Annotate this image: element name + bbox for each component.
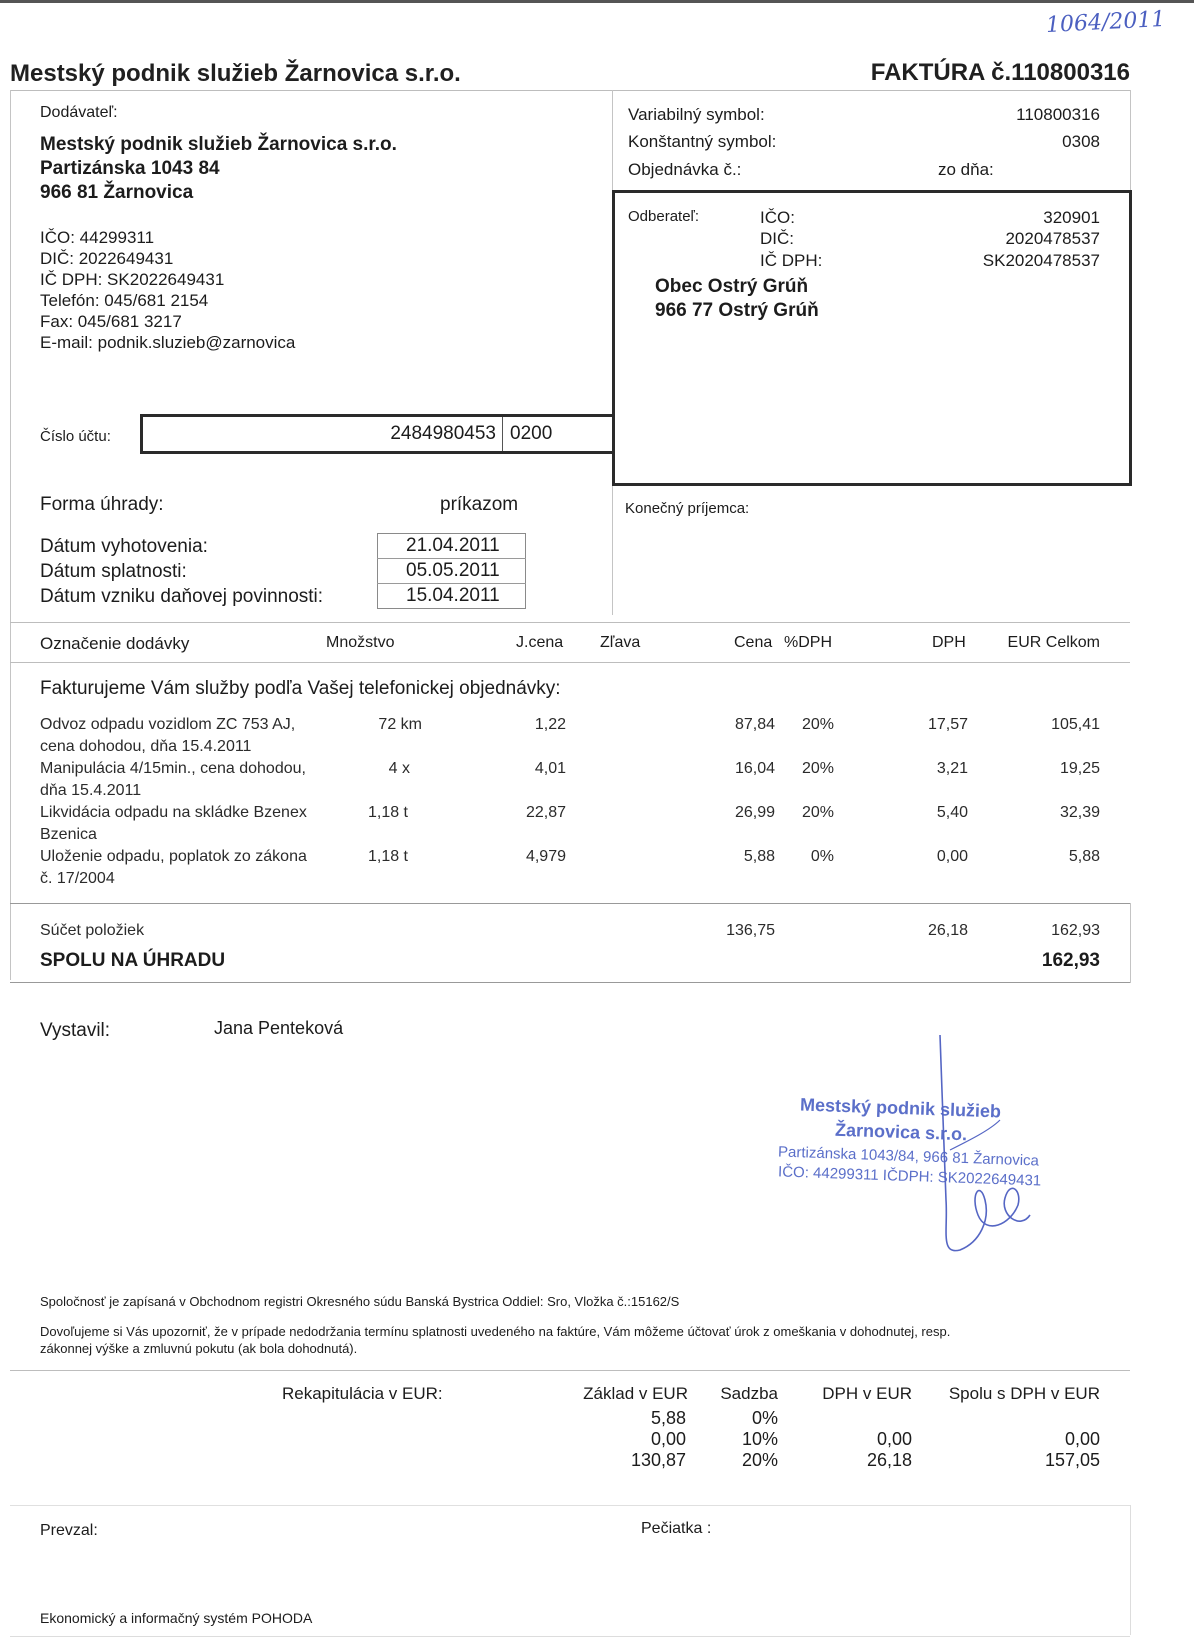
final-recipient-label: Konečný príjemca: (625, 500, 750, 517)
recap-vat: 0,00 (876, 1429, 912, 1449)
row-desc-line2: Bzenica (40, 826, 97, 843)
sum-right-line (1130, 903, 1131, 983)
payment-form-value: príkazom (440, 494, 519, 515)
row-desc-line1: Likvidácia odpadu na skládke Bzenex (40, 804, 307, 821)
variable-symbol-value: 110800316 (1016, 105, 1100, 124)
issue-date-label: Dátum vyhotovenia: (40, 536, 208, 557)
sum-price: 136,75 (726, 922, 775, 939)
stamp-line-3: Partizánska 1043/84, 966 81 Žarnovica (777, 1143, 1040, 1170)
row-vat: 5,40 (936, 804, 968, 821)
sum-label: Súčet položiek (40, 922, 145, 939)
customer-city: 966 77 Ostrý Grúň (655, 300, 819, 321)
row-price: 16,04 (734, 760, 775, 777)
col-header-unit: J.cena (516, 634, 564, 651)
row-desc-line2: č. 17/2004 (40, 870, 115, 887)
due-date-value: 05.05.2011 (406, 560, 500, 581)
invoice-title: FAKTÚRA č.110800316 (870, 59, 1130, 86)
received-label: Prevzal: (40, 1522, 98, 1539)
signature-icon (930, 1030, 1050, 1260)
footer-top-line (10, 1505, 1130, 1506)
recap-header-vat: DPH v EUR (822, 1384, 912, 1403)
recap-top-line (10, 1370, 1130, 1371)
customer-ico-label: IČO: (760, 208, 795, 227)
issued-by-name: Jana Penteková (214, 1018, 344, 1038)
col-header-qty: Množstvo (326, 634, 395, 651)
row-price: 26,99 (734, 804, 775, 821)
row-total: 105,41 (1051, 716, 1100, 733)
top-border (0, 0, 1194, 3)
recap-rate: 20% (741, 1450, 778, 1470)
tax-date-value: 15.04.2011 (406, 585, 500, 606)
supplier-fax: Fax: 045/681 3217 (40, 312, 182, 331)
row-desc-line1: Manipulácia 4/15min., cena dohodou, (40, 760, 306, 777)
recap-rate: 0% (751, 1408, 778, 1428)
supplier-name: Mestský podnik služieb Žarnovica s.r.o. (40, 134, 397, 155)
row-unit-price: 1,22 (534, 716, 566, 733)
supplier-icdph: IČ DPH: SK2022649431 (40, 270, 225, 289)
sum-vat: 26,18 (927, 922, 968, 939)
row-total: 19,25 (1059, 760, 1100, 777)
supplier-email: E-mail: podnik.sluzieb@zarnovica (40, 333, 296, 352)
row-qty: 4 x (388, 760, 410, 777)
row-desc-line2: dňa 15.4.2011 (40, 782, 142, 799)
table-top-line (10, 622, 1130, 623)
handwritten-reference: 1064/2011 (1045, 6, 1166, 39)
row-vat-percent: 0% (810, 848, 834, 865)
supplier-label: Dodávateľ: (40, 104, 118, 121)
row-unit-price: 22,87 (525, 804, 566, 821)
row-total: 32,39 (1059, 804, 1100, 821)
account-divider (502, 417, 503, 451)
supplier-city: 966 81 Žarnovica (40, 182, 194, 203)
customer-label: Odberateľ: (628, 208, 700, 225)
table-intro: Fakturujeme Vám služby podľa Vašej telefonickej objednávky: (40, 678, 561, 699)
recap-total: 0,00 (1064, 1429, 1100, 1449)
constant-symbol-label: Konštantný symbol: (628, 132, 777, 151)
pay-total-value: 162,93 (1041, 950, 1100, 971)
customer-icdph-value: SK2020478537 (982, 251, 1100, 270)
registry-note: Spoločnosť je zapísaná v Obchodnom registri Okresného súdu Banská Bystrica Oddiel: Sro, Vložka č.:15162/S (40, 1294, 680, 1309)
warning-note-line2: zákonnej výške a zmluvnú pokutu (ak bola dohodnutá). (40, 1341, 358, 1356)
frame-left (10, 90, 11, 980)
payment-form-label: Forma úhrady: (40, 494, 164, 515)
row-qty: 1,18 t (367, 804, 408, 821)
dates-box-divider-2 (377, 583, 526, 584)
row-price: 5,88 (743, 848, 775, 865)
row-unit-price: 4,979 (525, 848, 566, 865)
customer-dic-label: DIČ: (760, 229, 794, 248)
col-header-price: Cena (734, 634, 773, 651)
stamp-line-2: Žarnovica s.r.o. (834, 1119, 968, 1145)
col-header-total: EUR Celkom (1007, 634, 1100, 651)
frame-top (10, 90, 1130, 91)
supplier-street: Partizánska 1043 84 (40, 158, 220, 179)
row-desc-line2: cena dohodou, dňa 15.4.2011 (40, 738, 252, 755)
row-qty: 72 km (378, 716, 422, 733)
pay-total-label: SPOLU NA ÚHRADU (40, 950, 226, 971)
issue-date-value: 21.04.2011 (406, 535, 500, 556)
account-bank-code: 0200 (510, 423, 553, 444)
row-vat: 17,57 (927, 716, 968, 733)
stamp-line-1: Mestský podnik služieb (799, 1094, 1002, 1122)
header-company: Mestský podnik služieb Žarnovica s.r.o. (10, 60, 461, 87)
dates-box-divider-1 (377, 558, 526, 559)
seal-label: Pečiatka : (641, 1520, 712, 1537)
recap-base: 5,88 (650, 1408, 686, 1428)
warning-note-line1: Dovoľujeme si Vás upozorniť, že v prípade nedodržania termínu splatnosti uvedeného na faktúre, Vám môžeme účtovať úrok z omeškania v dohodnutej, resp. (40, 1324, 951, 1339)
table-header-line (10, 662, 1130, 663)
order-number-label: Objednávka č.: (628, 160, 742, 179)
col-header-desc: Označenie dodávky (40, 634, 190, 653)
recap-base: 130,87 (630, 1450, 686, 1470)
recap-base: 0,00 (650, 1429, 686, 1449)
customer-ico-value: 320901 (1043, 208, 1100, 227)
footer-right-line (1130, 1505, 1131, 1635)
supplier-ico: IČO: 44299311 (40, 228, 155, 247)
row-total: 5,88 (1068, 848, 1100, 865)
row-unit-price: 4,01 (534, 760, 566, 777)
customer-name: Obec Ostrý Grúň (655, 276, 809, 297)
col-header-discount: Zľava (600, 634, 641, 651)
row-vat-percent: 20% (801, 804, 834, 821)
recap-header-rate: Sadzba (720, 1384, 778, 1403)
customer-icdph-label: IČ DPH: (760, 251, 823, 270)
supplier-phone: Telefón: 045/681 2154 (40, 291, 209, 310)
row-desc-line1: Odvoz odpadu vozidlom ZC 753 AJ, (40, 716, 296, 733)
due-date-label: Dátum splatnosti: (40, 561, 187, 582)
supplier-dic: DIČ: 2022649431 (40, 249, 174, 268)
recap-header-total: Spolu s DPH v EUR (948, 1384, 1100, 1403)
stamp-line-4: IČO: 44299311 IČDPH: SK2022649431 (777, 1163, 1042, 1190)
row-price: 87,84 (734, 716, 775, 733)
row-vat-percent: 20% (801, 760, 834, 777)
col-header-vat: DPH (932, 634, 966, 651)
row-vat-percent: 20% (801, 716, 834, 733)
recap-rate: 10% (741, 1429, 778, 1449)
system-note: Ekonomický a informačný systém POHODA (40, 1610, 313, 1626)
order-date-label: zo dňa: (938, 160, 994, 179)
constant-symbol-value: 0308 (1062, 132, 1100, 151)
issued-by-label: Vystavil: (40, 1020, 111, 1041)
account-label: Číslo účtu: (40, 428, 111, 445)
recap-total: 157,05 (1044, 1450, 1100, 1470)
recap-label: Rekapitulácia v EUR: (282, 1384, 443, 1403)
row-qty: 1,18 t (367, 848, 408, 865)
account-number: 2484980453 (390, 423, 496, 444)
footer-bottom-line (10, 1636, 1130, 1637)
col-header-vat-percent: %DPH (784, 634, 833, 651)
sum-total: 162,93 (1051, 922, 1100, 939)
tax-date-label: Dátum vzniku daňovej povinnosti: (40, 586, 324, 607)
row-vat: 3,21 (936, 760, 968, 777)
recap-vat: 26,18 (866, 1450, 912, 1470)
frame-right (1130, 90, 1131, 190)
sum-top-line (10, 903, 1130, 904)
row-vat: 0,00 (936, 848, 968, 865)
sum-bottom-line (10, 982, 1130, 983)
row-desc-line1: Uloženie odpadu, poplatok zo zákona (40, 848, 307, 865)
recap-header-base: Základ v EUR (583, 1384, 688, 1403)
customer-dic-value: 2020478537 (1005, 229, 1100, 248)
variable-symbol-label: Variabilný symbol: (628, 105, 765, 124)
